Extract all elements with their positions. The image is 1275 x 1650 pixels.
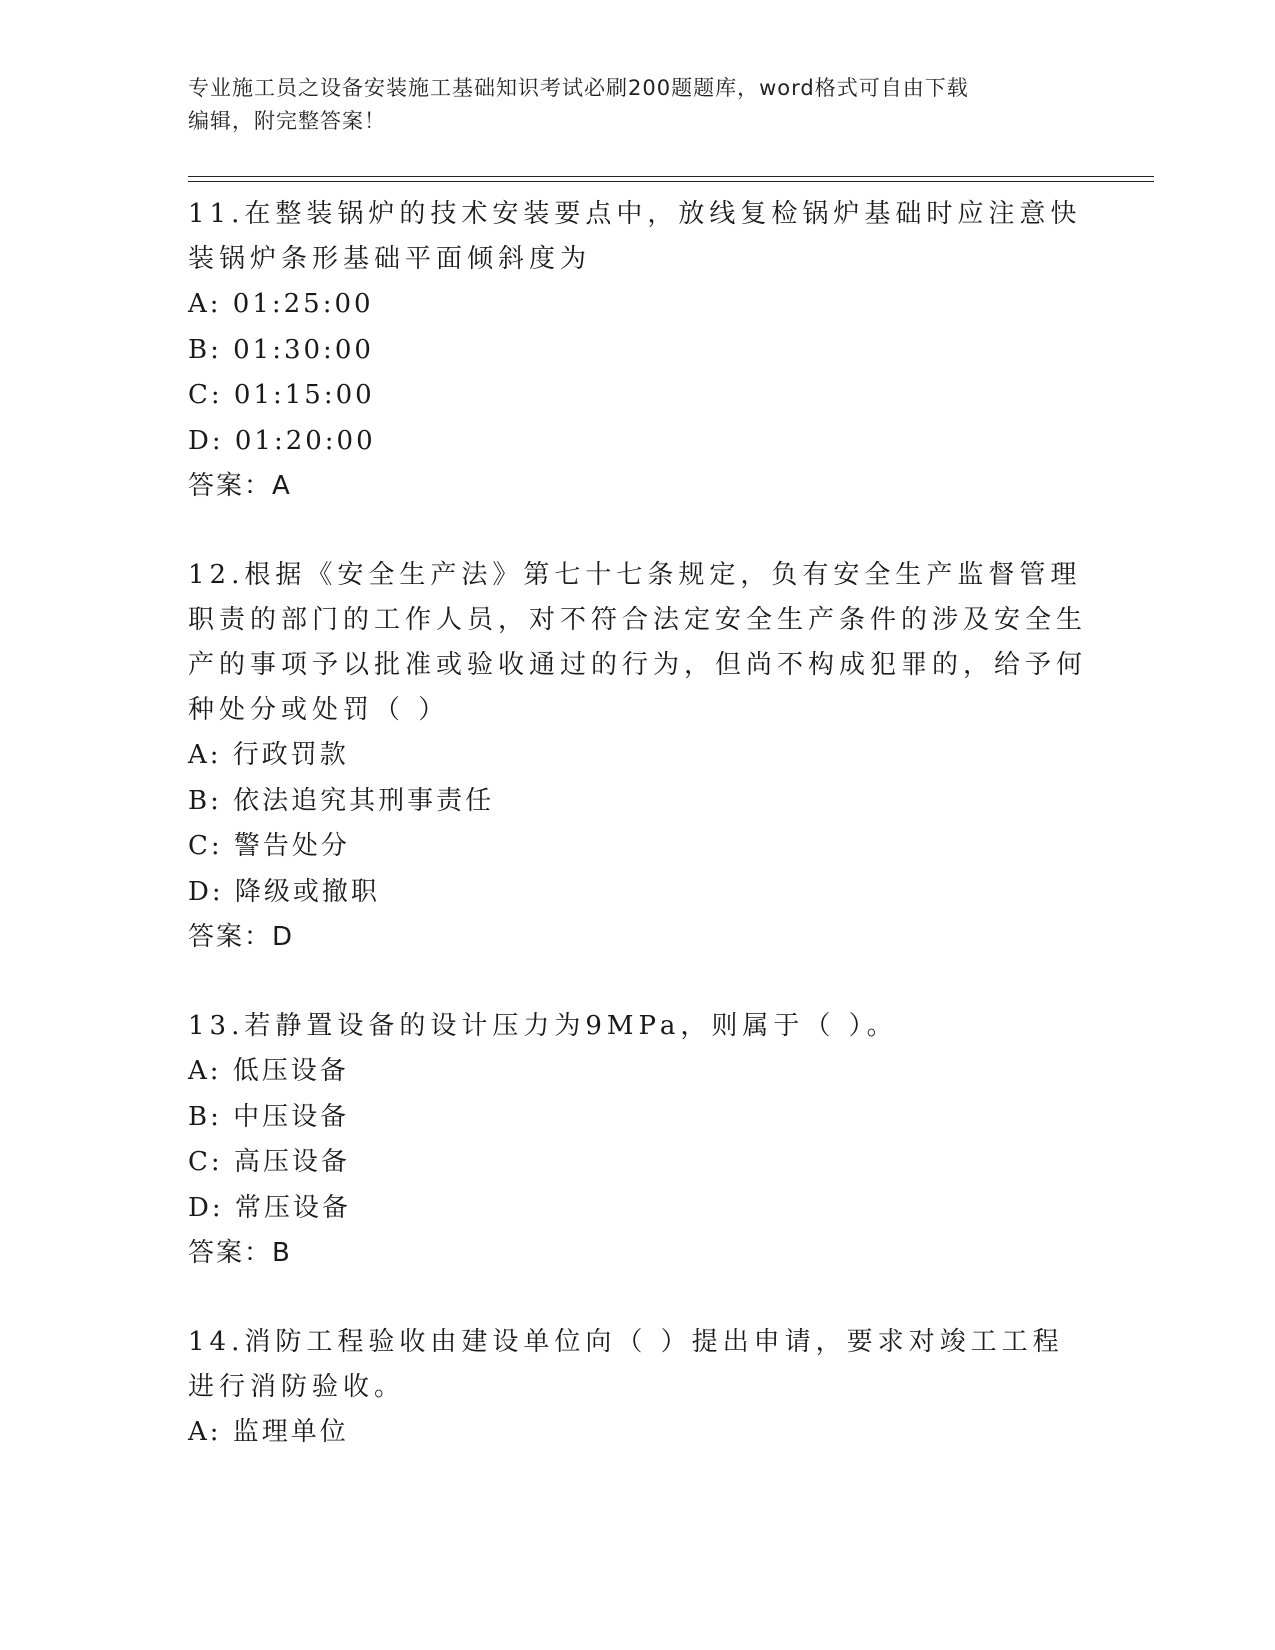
answer-line: 答案：B — [188, 1238, 292, 1268]
answer-line: 答案：D — [188, 922, 295, 952]
answer-line: 答案：A — [188, 471, 292, 501]
question-stem: 11.在整装锅炉的技术安装要点中，放线复检锅炉基础时应注意快装锅炉条形基础平面倾斜度为 — [188, 199, 1082, 274]
question-spacer — [188, 1276, 1088, 1320]
option-d: D: 降级或撤职 — [188, 876, 380, 907]
question-stem: 12.根据《安全生产法》第七十七条规定，负有安全生产监督管理职责的部门的工作人员，对不符合法定安全生产条件的涉及安全生产的事项予以批准或验收通过的行为，但尚不构成犯罪的，给予何种处分或处罚（ ） — [188, 560, 1088, 725]
header-divider-top — [188, 176, 1154, 177]
question-12 — [188, 553, 1088, 960]
question-13 — [188, 1004, 1088, 1276]
option-c: C: 01:15:00 — [188, 380, 375, 410]
question-spacer — [188, 960, 1088, 1004]
option-d: D: 01:20:00 — [188, 425, 376, 456]
option-a: A: 低压设备 — [188, 1056, 349, 1086]
question-stem: 14.消防工程验收由建设单位向（ ）提出申请，要求对竣工工程进行消防验收。 — [188, 1327, 1064, 1402]
question-11 — [188, 192, 1088, 509]
option-b: B: 01:30:00 — [188, 334, 374, 365]
document-header — [188, 72, 1088, 138]
option-b: B: 中压设备 — [188, 1101, 350, 1132]
option-d: D: 常压设备 — [188, 1192, 351, 1223]
option-c: C: 警告处分 — [188, 831, 350, 861]
option-c: C: 高压设备 — [188, 1147, 350, 1177]
question-14 — [188, 1320, 1088, 1456]
option-a: A: 监理单位 — [188, 1417, 349, 1447]
header-line-2: 编辑，附完整答案！ — [188, 109, 386, 133]
question-list — [188, 192, 1088, 1456]
header-divider-bottom — [188, 181, 1154, 182]
option-a: A: 01:25:00 — [188, 289, 374, 319]
header-line-1: 专业施工员之设备安装施工基础知识考试必刷200题题库，word格式可自由下载 — [188, 76, 969, 100]
question-spacer — [188, 509, 1088, 553]
question-stem: 13.若静置设备的设计压力为9MPa，则属于（ ）。 — [188, 1011, 898, 1041]
option-a: A: 行政罚款 — [188, 740, 349, 770]
option-b: B: 依法追究其刑事责任 — [188, 785, 495, 816]
